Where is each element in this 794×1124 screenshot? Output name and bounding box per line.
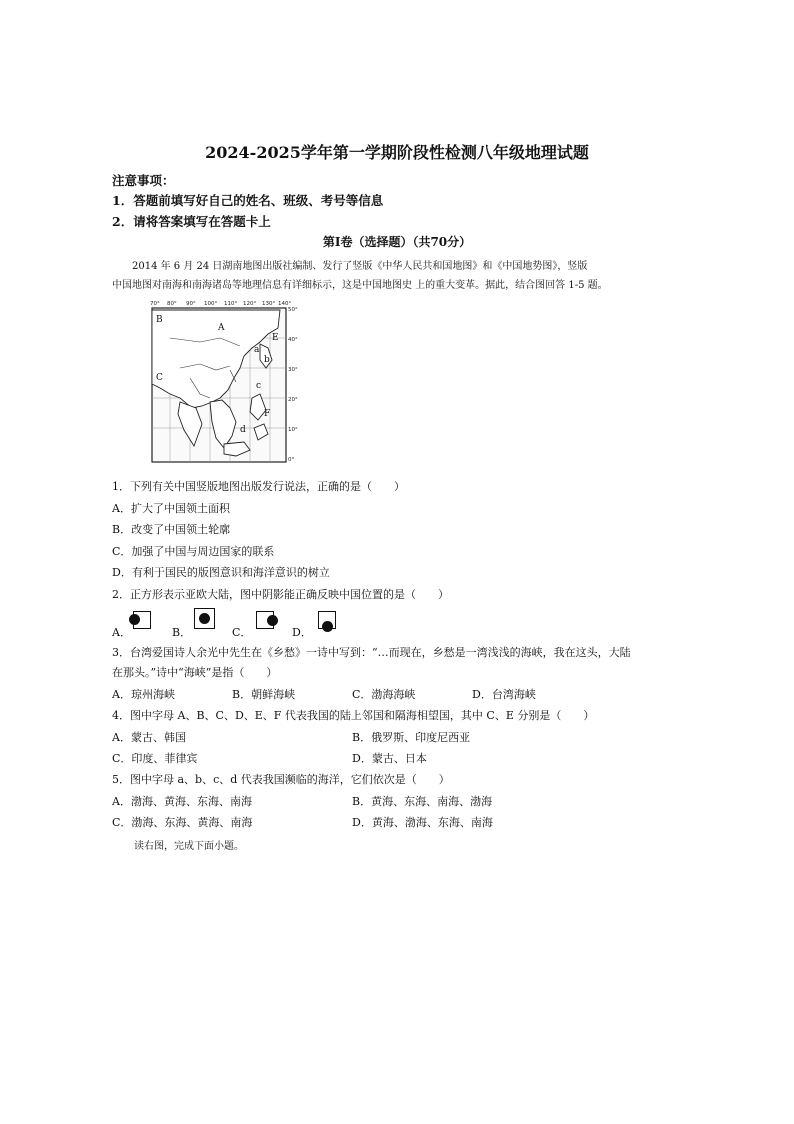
option-d-square xyxy=(318,611,336,629)
page-title: 2024-2025学年第一学期阶段性检测八年级地理试题 xyxy=(205,143,589,162)
section-title: 第I卷（选择题）（共70分） xyxy=(322,235,472,249)
option: A．琼州海峡 xyxy=(112,688,175,701)
map-letter: B xyxy=(156,315,163,325)
option: C．渤海、东海、黄海、南海 xyxy=(112,816,253,829)
option-a-square xyxy=(133,611,151,629)
question-stem: 1．下列有关中国竖版地图出版发行说法，正确的是（ ） xyxy=(112,480,405,493)
question-stem: 5．图中字母 a、b、c、d 代表我国濒临的海洋，它们依次是（ ） xyxy=(112,773,450,786)
option: B．俄罗斯、印度尼西亚 xyxy=(352,731,471,744)
lat-label: 30° xyxy=(288,367,298,373)
notes-item: 1．答题前填写好自己的姓名、班级、考号等信息 xyxy=(112,193,384,208)
option: A．蒙古、韩国 xyxy=(112,731,186,744)
option-c-square xyxy=(256,611,274,629)
lat-label: 20° xyxy=(288,397,298,403)
map-letter: d xyxy=(240,425,246,435)
option: B．黄海、东海、南海、渤海 xyxy=(352,795,493,808)
footer-instruction: 读右图，完成下面小题。 xyxy=(134,841,244,852)
notes-heading: 注意事项： xyxy=(112,173,175,188)
map-letter: c xyxy=(256,381,262,391)
option: B．朝鲜海峡 xyxy=(232,688,296,701)
option: B．改变了中国领土轮廓 xyxy=(112,523,231,536)
lon-label: 90° xyxy=(186,301,196,307)
map-letter: C xyxy=(156,373,163,383)
lat-label: 50° xyxy=(288,307,298,313)
lon-label: 100° xyxy=(204,301,218,307)
option: A． xyxy=(112,626,131,639)
option: C．渤海海峡 xyxy=(352,688,416,701)
option-b-square xyxy=(194,608,215,629)
asia-map-figure xyxy=(140,298,300,466)
question-stem: 2．正方形表示亚欧大陆，图中阴影能正确反映中国位置的是（ ） xyxy=(112,588,449,601)
map-letter: b xyxy=(264,355,270,365)
shade-icon xyxy=(267,615,278,626)
map-letter: a xyxy=(254,345,260,355)
notes-item: 2．请将答案填写在答题卡上 xyxy=(112,214,271,229)
lat-label: 0° xyxy=(288,457,295,463)
option: D． xyxy=(292,626,312,639)
map-letter: E xyxy=(272,333,279,343)
option: D．有利于国民的版图意识和海洋意识的树立 xyxy=(112,566,330,579)
option: A．扩大了中国领土面积 xyxy=(112,502,230,515)
option: C．印度、菲律宾 xyxy=(112,752,198,765)
lon-label: 130° xyxy=(262,301,276,307)
map-letter: F xyxy=(264,409,271,419)
option: C．加强了中国与周边国家的联系 xyxy=(112,545,275,558)
question-stem: 4．图中字母 A、B、C、D、E、F 代表我国的陆上邻国和隔海相望国，其中 C、E 分别是（ ） xyxy=(112,709,595,722)
lon-label: 140° xyxy=(278,301,292,307)
intro-line: 中国地图对南海和南海诸岛等地理信息有详细标示，这是中国地图史 上的重大变革。据此，结合图回答 1-5 题。 xyxy=(112,280,608,291)
shade-icon xyxy=(129,614,140,625)
option: D．台湾海峡 xyxy=(472,688,536,701)
lat-label: 40° xyxy=(288,337,298,343)
option: A．渤海、黄海、东海、南海 xyxy=(112,795,252,808)
option: D．黄海、渤海、东海、南海 xyxy=(352,816,493,829)
intro-line: 2014 年 6 月 24 日湖南地图出版社编制、发行了竖版《中华人民共和国地图》和《中国地势图》，竖版 xyxy=(132,261,588,272)
question-stem: 在那头。”诗中“海峡”是指（ ） xyxy=(112,666,278,679)
option: D．蒙古、日本 xyxy=(352,752,427,765)
lon-label: 120° xyxy=(243,301,257,307)
shade-icon xyxy=(199,613,210,624)
option: B． xyxy=(172,626,192,639)
map-letter: A xyxy=(218,323,225,333)
lat-label: 10° xyxy=(288,427,298,433)
lon-label: 70° xyxy=(150,301,160,307)
lon-label: 110° xyxy=(224,301,238,307)
shade-icon xyxy=(322,621,333,632)
lon-label: 80° xyxy=(167,301,177,307)
map-svg xyxy=(140,298,300,466)
option: C． xyxy=(232,626,252,639)
question-stem: 3．台湾爱国诗人余光中先生在《乡愁》一诗中写到：“…而现在，乡愁是一湾浅浅的海峡，我在这头，大陆 xyxy=(112,646,631,659)
